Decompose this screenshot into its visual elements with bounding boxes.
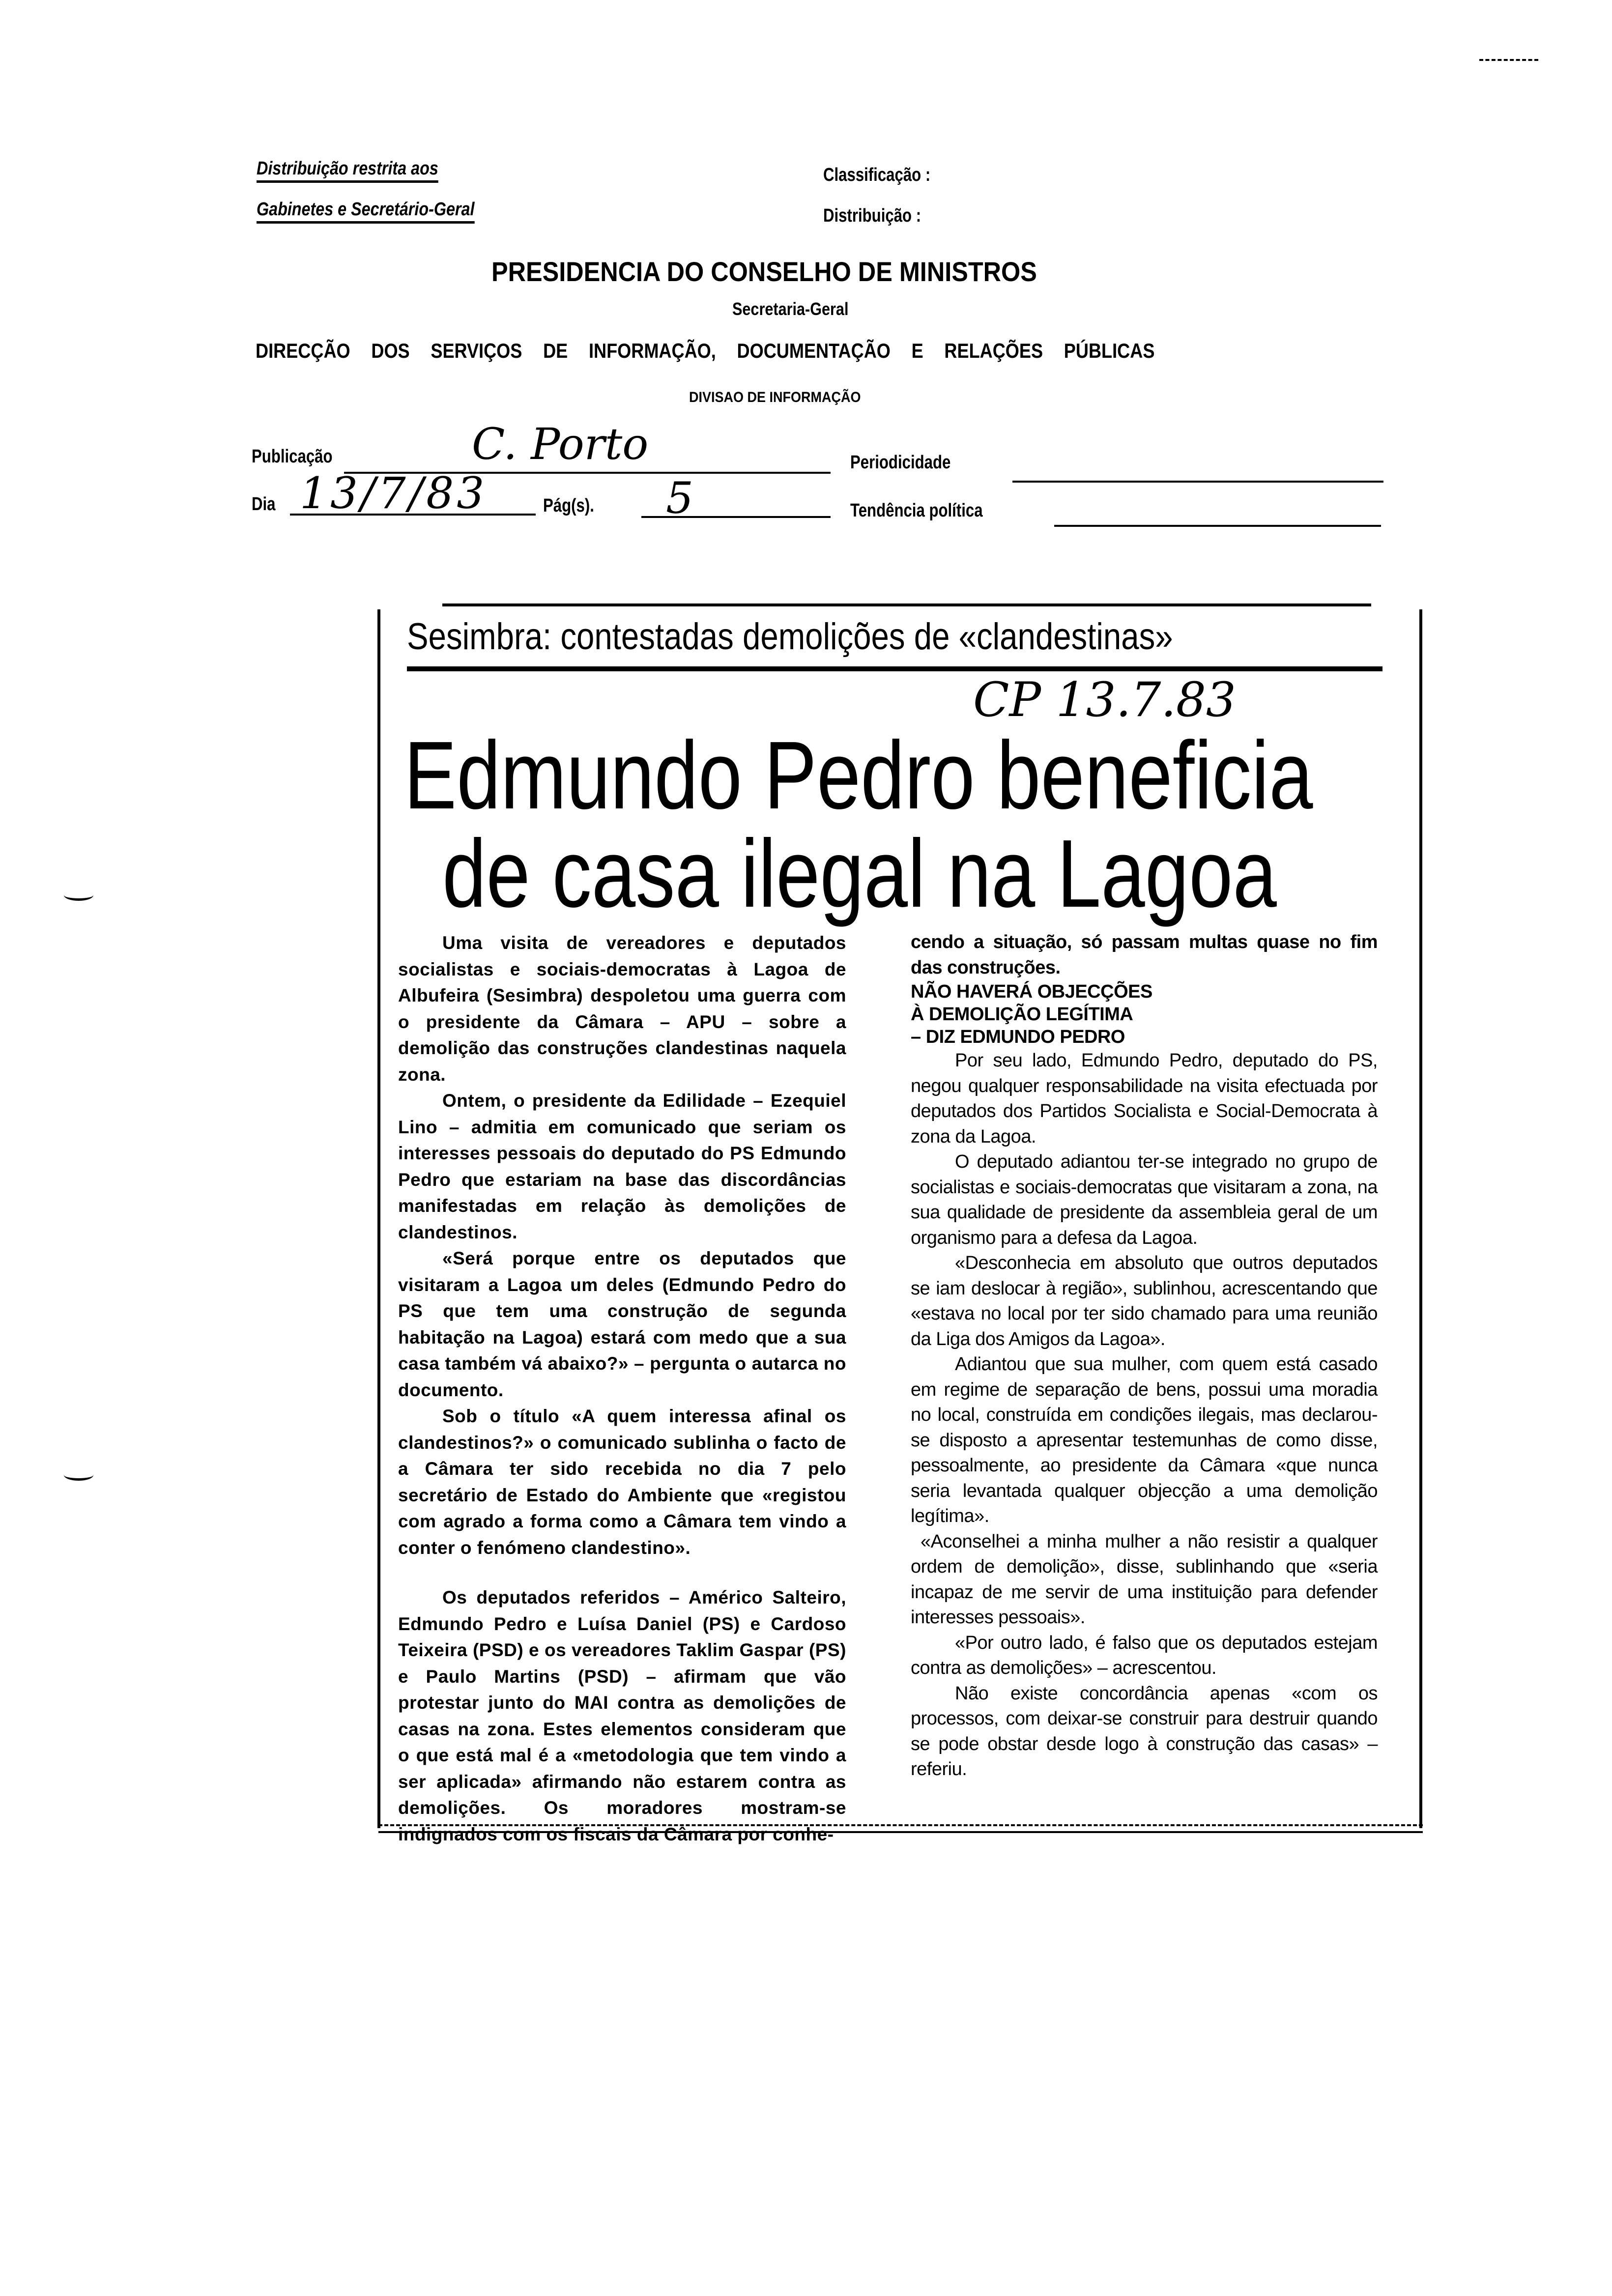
- day-label: Dia: [252, 494, 276, 515]
- kicker-rule: [407, 666, 1382, 671]
- distribution-label: Distribuição :: [823, 205, 921, 226]
- day-handwritten: 13/7/83: [300, 468, 488, 518]
- scan-mark: [64, 890, 93, 901]
- political-tendency-field: [1054, 491, 1381, 527]
- paragraph: Os deputados referidos – Américo Salteiro, Edmundo Pedro e Luísa Daniel (PS) e Cardoso Teixeira (PSD) e os vereadores Taklim Gaspar (PS) e Paulo Martins (PSD) – afirmam que vão protestar junto do MAI contra as demolições de casas na zona. Estes elementos consideram que o que está mal é a «metodologia que tem vindo a ser aplicada» afirmando não estarem contra as demolições. Os moradores mostram-se indignados com os fiscais da Câmara por conhe-: [398, 1587, 846, 1844]
- subheading-line: – DIZ EDMUNDO PEDRO: [911, 1027, 1125, 1047]
- paragraph: «Desconhecia em absoluto que outros deputados se iam deslocar à região», sublinhou, acrescentando que «estava no local por ter sido chamado para uma reunião da Liga dos Amigos da Lagoa».: [911, 1253, 1378, 1349]
- distribution-restriction-line1: Distribuição restrita aos: [257, 158, 438, 183]
- paragraph: Por seu lado, Edmundo Pedro, deputado do PS, negou qualquer responsabilidade na visita efectuada por deputados dos Partidos Socialista e Social-Democrata à zona da Lagoa.: [911, 1050, 1378, 1147]
- publication-handwritten: C. Porto: [472, 419, 649, 469]
- pages-handwritten: 5: [666, 473, 693, 523]
- classification-label: Classificação :: [823, 165, 931, 185]
- paragraph-continuation: cendo a situação, só passam multas quase no fim das construções.: [911, 932, 1378, 978]
- subheading: [911, 980, 1378, 1048]
- paragraph: «Aconselhei a minha mulher a não resistir a qualquer ordem de demolição», disse, sublinhando que «seria incapaz de me servir de uma instituição para defender interesses pessoais».: [911, 1531, 1378, 1628]
- paragraph: Não existe concordância apenas «com os processos, com deixar-se construir para destruir quando se pode obstar desde logo à construção das casas» – referiu.: [911, 1683, 1378, 1779]
- periodicity-label: Periodicidade: [850, 452, 951, 473]
- periodicity-field: [1012, 442, 1383, 483]
- paragraph: O deputado adiantou ter-se integrado no grupo de socialistas e sociais-democratas que visitaram a zona, na sua qualidade de presidente da assembleia geral de um organismo para a defesa da Lagoa.: [911, 1151, 1378, 1248]
- pages-label: Pág(s).: [543, 495, 594, 516]
- headline-line2: de casa ilegal na Lagoa: [442, 820, 1277, 927]
- subheading-line: NÃO HAVERÁ OBJECÇÕES: [911, 981, 1152, 1002]
- paragraph: «Será porque entre os deputados que visitaram a Lagoa um deles (Edmundo Pedro do PS que tem uma construção de segunda habitação na Lagoa) estará com medo que a sua casa também vá abaixo?» – pergunta o autarca no documento.: [398, 1248, 846, 1400]
- scan-mark: [1479, 59, 1538, 63]
- article-left-column: [398, 930, 846, 1847]
- secretariat-title: Secretaria-Geral: [732, 299, 849, 319]
- paragraph: Ontem, o presidente da Edilidade – Ezequiel Lino – admitia em comunicado que seriam os interesses pessoais do deputado do PS Edmundo Pedro que estariam na base das discordâncias manifestadas em relação às demolições de clandestinos.: [398, 1091, 846, 1242]
- organization-title: PRESIDENCIA DO CONSELHO DE MINISTROS: [491, 256, 1037, 287]
- clipping-left-border: [377, 609, 380, 1828]
- distribution-restriction-line2: Gabinetes e Secretário-Geral: [257, 199, 474, 224]
- paragraph: «Por outro lado, é falso que os deputados estejam contra as demolições» – acrescentou.: [911, 1632, 1378, 1678]
- political-tendency-label: Tendência política: [850, 500, 983, 521]
- scan-mark: [64, 1469, 93, 1481]
- paragraph: Sob o título «A quem interessa afinal os clandestinos?» o comunicado sublinha o facto de a Câmara ter sido recebida no dia 7 pelo secretário de Estado do Ambiente que «registou com agrado a forma como a Câmara tem vindo a conter o fenómeno clandestino».: [398, 1406, 846, 1558]
- handwritten-annotation: CP 13.7.83: [973, 672, 1236, 727]
- clipping-right-border: [1419, 609, 1422, 1828]
- directorate-title: DIRECÇÃO DOS SERVIÇOS DE INFORMAÇÃO, DOCUMENTAÇÃO E RELAÇÕES PÚBLICAS: [256, 339, 1155, 362]
- pages-field: [641, 473, 831, 523]
- paragraph: Uma visita de vereadores e deputados socialistas e sociais-democratas à Lagoa de Albufeira (Sesimbra) despoletou uma guerra com o presidente da Câmara – APU – sobre a demolição das construções clandestinas naquela zona.: [398, 933, 846, 1085]
- paragraph: Adiantou que sua mulher, com quem está casado em regime de separação de bens, possui uma moradia no local, construída em condições ilegais, mas declarou-se disposto a apresentar testemunhas de como disse, pessoalmente, ao presidente da Câmara «que nunca seria levantada qualquer objecção a uma demolição legítima».: [911, 1354, 1378, 1526]
- article-kicker: Sesimbra: contestadas demolições de «clandestinas»: [407, 616, 1173, 658]
- article-right-column: [911, 930, 1378, 1782]
- publication-label: Publicação: [252, 446, 333, 467]
- division-title: DIVISAO DE INFORMAÇÃO: [689, 389, 861, 405]
- headline-line1: Edmundo Pedro beneficia: [404, 721, 1313, 829]
- clipping-top-rule: [442, 603, 1371, 606]
- day-field: [290, 468, 536, 518]
- subheading-line: À DEMOLIÇÃO LEGÍTIMA: [911, 1004, 1133, 1025]
